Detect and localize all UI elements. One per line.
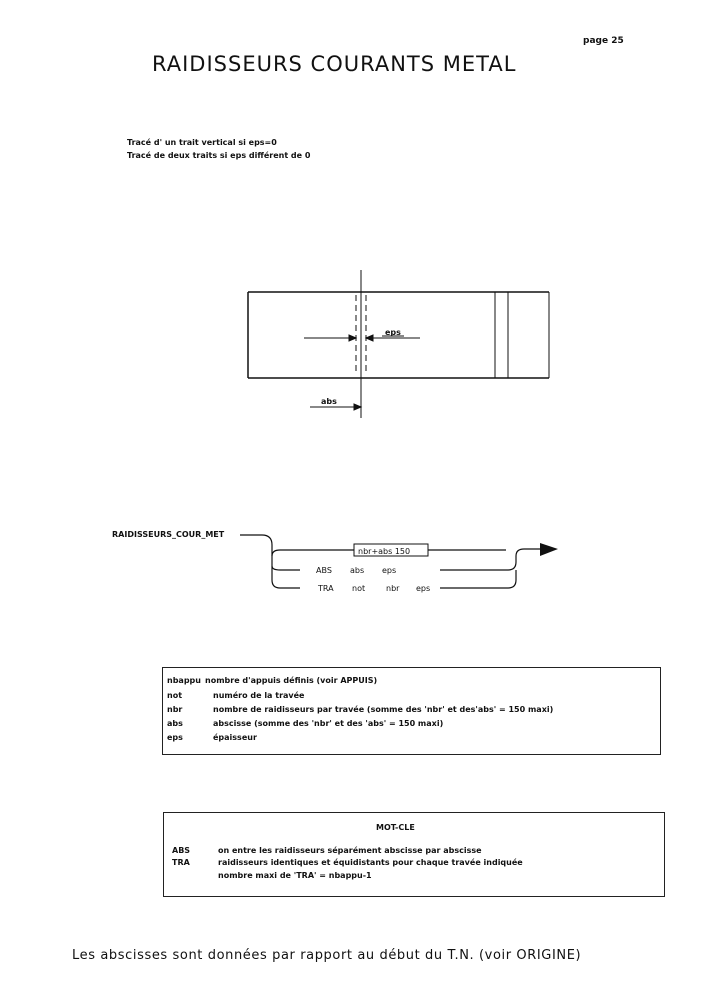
syntax-name: RAIDISSEURS_COUR_MET xyxy=(112,530,225,539)
keyword-box xyxy=(163,812,665,897)
branch1-param-abs: abs xyxy=(350,566,365,575)
keyword-key: TRA xyxy=(172,858,190,867)
intro-line-2: Tracé de deux traits si eps différent de 0 xyxy=(127,151,311,160)
branch2-keyword: TRA xyxy=(318,584,334,593)
param-desc: nombre de raidisseurs par travée (somme des 'nbr' et des'abs' = 150 maxi) xyxy=(213,705,554,714)
eps-dimension xyxy=(304,335,420,341)
syntax-diagram xyxy=(240,535,540,588)
branch2-param-nbr: nbr xyxy=(386,584,400,593)
keyword-desc: raidisseurs identiques et équidistants pour chaque travée indiquée xyxy=(218,858,523,867)
keyword-key: ABS xyxy=(172,846,191,855)
parameters-box xyxy=(162,667,661,755)
eps-label: eps xyxy=(385,328,401,337)
page-number: page 25 xyxy=(583,36,624,46)
stiffener-right xyxy=(495,292,508,378)
abs-label: abs xyxy=(321,397,337,406)
branch1-keyword: ABS xyxy=(316,566,332,575)
keyword-desc: on entre les raidisseurs séparément abscisse par abscisse xyxy=(218,846,482,855)
branch1-param-eps: eps xyxy=(382,566,397,575)
param-key: nbappu xyxy=(167,676,201,685)
keyword-box-title: MOT-CLE xyxy=(376,823,415,832)
intro-line-1: Tracé d' un trait vertical si eps=0 xyxy=(127,138,277,147)
param-key: abs xyxy=(167,719,183,728)
syntax-top-box-label: nbr+abs 150 xyxy=(358,547,411,556)
footer-note: Les abscisses sont données par rapport au début du T.N. (voir ORIGINE) xyxy=(72,948,582,963)
keyword-desc: nombre maxi de 'TRA' = nbappu-1 xyxy=(218,871,372,880)
branch2-param-not: not xyxy=(352,584,366,593)
param-desc: numéro de la travée xyxy=(213,691,305,700)
param-desc: épaisseur xyxy=(213,733,257,742)
param-key: not xyxy=(167,691,183,700)
param-desc: nombre d'appuis définis (voir APPUIS) xyxy=(205,676,378,685)
param-key: eps xyxy=(167,733,183,742)
page-title: RAIDISSEURS COURANTS METAL xyxy=(152,52,517,76)
param-key: nbr xyxy=(167,705,183,714)
branch2-param-eps: eps xyxy=(416,584,431,593)
param-desc: abscisse (somme des 'nbr' et des 'abs' = 150 maxi) xyxy=(213,719,444,728)
syntax-end-arrow xyxy=(540,543,558,556)
